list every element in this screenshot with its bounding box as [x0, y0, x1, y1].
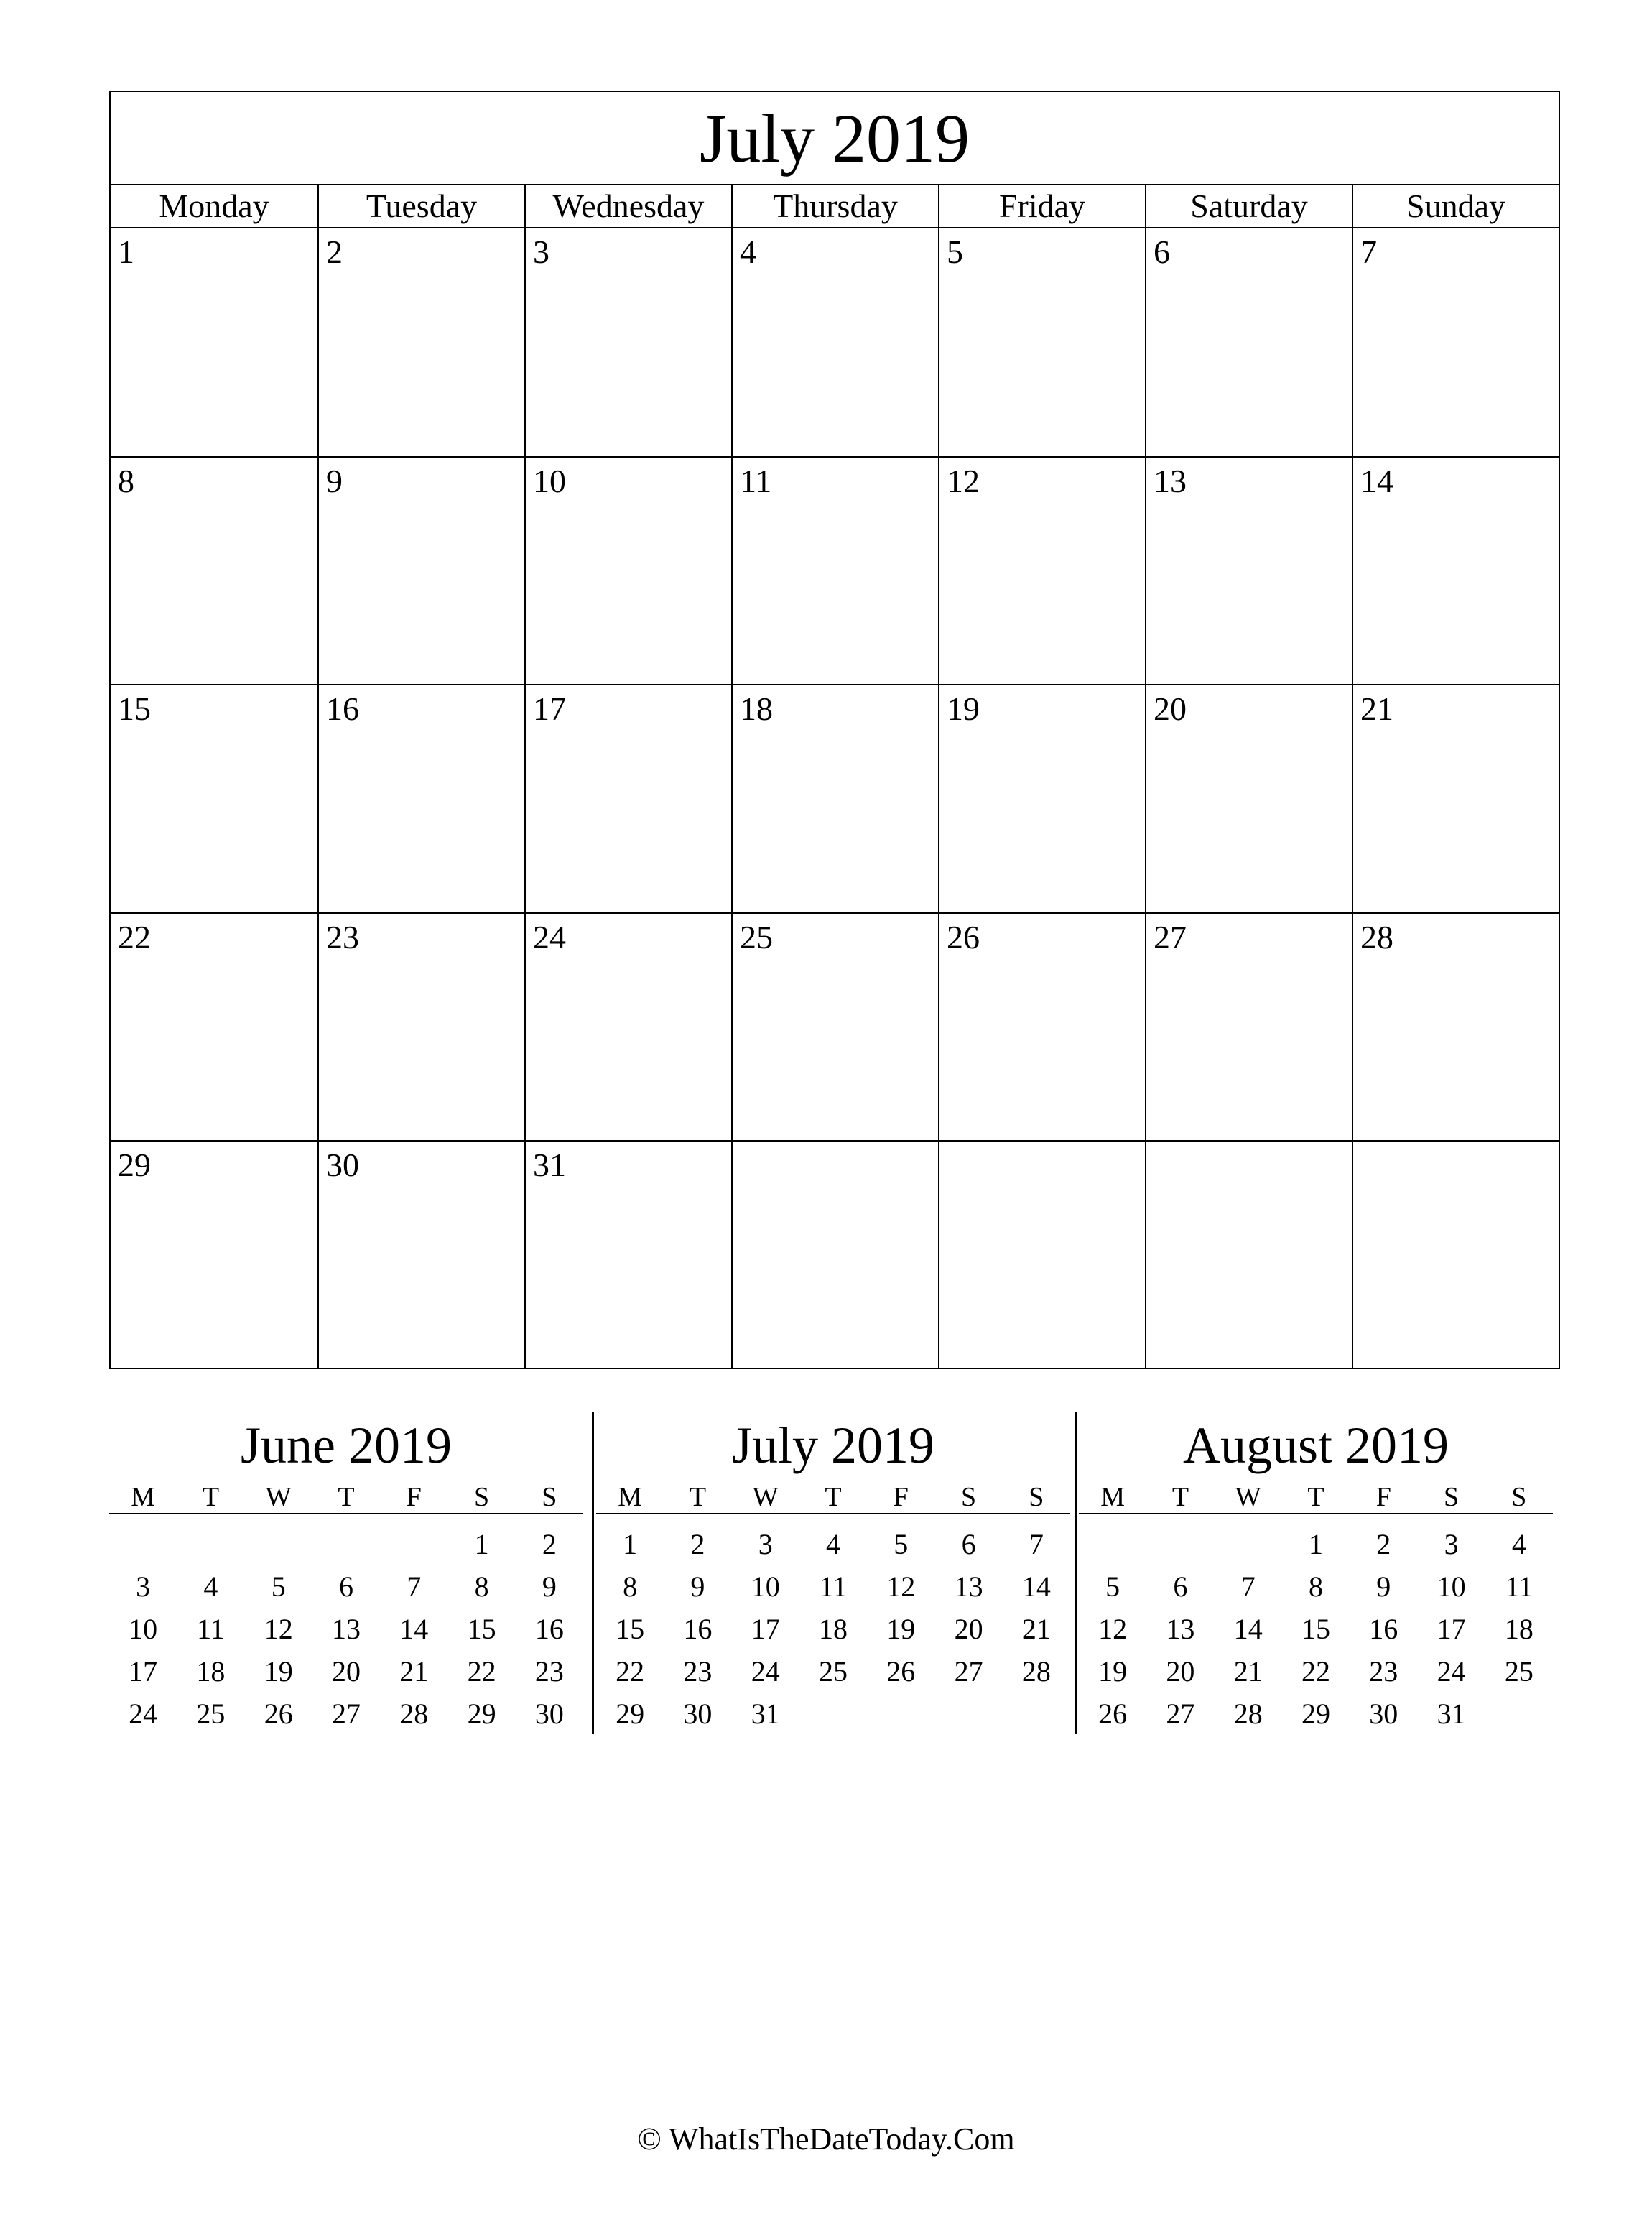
day-cell: 29 [111, 1140, 317, 1368]
mini-day: 22 [1301, 1655, 1330, 1687]
day-cell: 22 [111, 912, 317, 1140]
day-cell: 19 [938, 684, 1145, 912]
mini-day: 25 [196, 1698, 226, 1730]
mini-day: 7 [1029, 1528, 1044, 1560]
mini-day: 18 [1504, 1613, 1533, 1645]
mini-weekday-label: W [752, 1482, 779, 1512]
mini-day: 5 [894, 1528, 909, 1560]
mini-day: 26 [1098, 1698, 1128, 1730]
mini-day: 30 [1369, 1698, 1398, 1730]
day-cell: 26 [938, 912, 1145, 1140]
mini-day [867, 1693, 934, 1735]
mini-day: 26 [264, 1698, 293, 1730]
mini-day: 1 [474, 1528, 489, 1560]
mini-day: 15 [467, 1613, 496, 1645]
day-cell [1145, 1140, 1352, 1368]
mini-calendar-july [596, 1409, 1070, 1734]
mini-day [177, 1523, 244, 1565]
mini-day: 19 [886, 1613, 916, 1645]
mini-day: 13 [1166, 1613, 1195, 1645]
mini-day: 8 [474, 1570, 489, 1603]
mini-day: 16 [683, 1613, 713, 1645]
mini-day: 22 [616, 1655, 645, 1687]
day-cell: 14 [1352, 456, 1559, 684]
mini-day: 14 [1021, 1570, 1051, 1603]
mini-day: 16 [534, 1613, 564, 1645]
mini-weekday-label: S [473, 1482, 490, 1512]
mini-day: 8 [623, 1570, 638, 1603]
mini-weekday-label: S [1029, 1482, 1044, 1512]
day-cell: 10 [524, 456, 731, 684]
day-cell: 7 [1352, 228, 1559, 456]
mini-day: 6 [338, 1570, 353, 1603]
day-cell: 28 [1352, 912, 1559, 1140]
mini-day: 25 [1504, 1655, 1533, 1687]
weekday-label: Thursday [731, 185, 938, 227]
mini-day: 12 [1098, 1613, 1128, 1645]
day-cell [938, 1140, 1145, 1368]
mini-weekday-label: T [825, 1482, 842, 1512]
weekday-label: Wednesday [524, 185, 731, 227]
mini-weekday-label: T [1171, 1482, 1189, 1512]
day-cell: 24 [524, 912, 731, 1140]
mini-day: 14 [399, 1613, 429, 1645]
mini-day: 25 [818, 1655, 848, 1687]
column-divider [592, 1412, 594, 1734]
mini-day: 29 [616, 1698, 645, 1730]
weekday-label: Friday [938, 185, 1145, 227]
mini-day: 29 [467, 1698, 496, 1730]
mini-day [1485, 1693, 1553, 1735]
mini-day: 14 [1233, 1613, 1263, 1645]
mini-day: 31 [751, 1698, 780, 1730]
mini-day [1146, 1523, 1214, 1565]
mini-weekday-label: T [1307, 1482, 1324, 1512]
mini-day: 27 [331, 1698, 361, 1730]
mini-day: 11 [197, 1613, 225, 1645]
mini-weekday-header [1079, 1481, 1553, 1514]
month-title: July 2019 [111, 92, 1559, 185]
mini-day: 6 [961, 1528, 976, 1560]
mini-month-title: July 2019 [731, 1417, 935, 1474]
day-cell: 31 [524, 1140, 731, 1368]
mini-weekday-label: M [618, 1482, 643, 1512]
mini-day: 4 [203, 1570, 218, 1603]
day-cell: 20 [1145, 684, 1352, 912]
day-cell: 3 [524, 228, 731, 456]
mini-day: 17 [129, 1655, 158, 1687]
day-grid [111, 228, 1559, 1368]
day-cell: 21 [1352, 684, 1559, 912]
mini-day-grid [109, 1523, 583, 1735]
day-cell: 1 [118, 233, 134, 270]
mini-day [1079, 1523, 1146, 1565]
mini-weekday-label: T [689, 1482, 707, 1512]
mini-calendar-august [1079, 1409, 1553, 1734]
mini-weekday-label: W [1235, 1482, 1261, 1512]
mini-weekday-label: S [1443, 1482, 1460, 1512]
mini-day [312, 1523, 380, 1565]
mini-day: 19 [1098, 1655, 1128, 1687]
mini-day: 11 [819, 1570, 848, 1603]
mini-day [1003, 1693, 1070, 1735]
mini-day: 3 [1444, 1528, 1459, 1560]
mini-day: 10 [129, 1613, 158, 1645]
mini-day-grid [596, 1523, 1070, 1735]
mini-day: 1 [1308, 1528, 1323, 1560]
mini-day: 24 [1437, 1655, 1466, 1687]
mini-weekday-label: T [338, 1482, 355, 1512]
mini-day: 6 [1173, 1570, 1188, 1603]
mini-day: 28 [1021, 1655, 1051, 1687]
mini-weekday-label: S [1511, 1482, 1527, 1512]
day-cell: 30 [317, 1140, 524, 1368]
day-cell: 9 [317, 456, 524, 684]
mini-weekday-label: S [542, 1482, 557, 1512]
day-cell: 6 [1145, 228, 1352, 456]
column-divider [1075, 1412, 1077, 1734]
mini-calendar-june [109, 1409, 583, 1734]
mini-day: 8 [1308, 1570, 1323, 1603]
day-cell [1352, 1140, 1559, 1368]
mini-day: 17 [1437, 1613, 1466, 1645]
mini-weekday-label: F [1375, 1482, 1391, 1512]
mini-day: 13 [954, 1570, 983, 1603]
mini-day: 4 [1511, 1528, 1526, 1560]
mini-weekday-label: S [960, 1482, 977, 1512]
mini-month-title: June 2019 [241, 1417, 452, 1474]
mini-day: 26 [886, 1655, 916, 1687]
mini-day: 12 [886, 1570, 916, 1603]
mini-day: 7 [1240, 1570, 1256, 1603]
day-cell: 25 [731, 912, 938, 1140]
day-cell: 2 [317, 228, 524, 456]
mini-day [109, 1523, 177, 1565]
mini-day: 2 [1376, 1528, 1391, 1560]
day-cell: 8 [111, 456, 317, 684]
mini-day: 11 [1505, 1570, 1533, 1603]
mini-day: 27 [1166, 1698, 1195, 1730]
mini-day: 3 [136, 1570, 151, 1603]
mini-day: 17 [751, 1613, 780, 1645]
mini-day [934, 1693, 1002, 1735]
mini-day: 24 [751, 1655, 780, 1687]
mini-day: 23 [683, 1655, 713, 1687]
mini-day: 15 [1301, 1613, 1330, 1645]
day-cell: 15 [111, 684, 317, 912]
mini-day: 4 [825, 1528, 840, 1560]
mini-day: 27 [954, 1655, 983, 1687]
mini-day: 5 [1105, 1570, 1120, 1603]
day-cell: 11 [731, 456, 938, 684]
mini-day: 31 [1437, 1698, 1466, 1730]
day-cell: 23 [317, 912, 524, 1140]
weekday-label: Monday [159, 187, 269, 224]
mini-day: 9 [690, 1570, 705, 1603]
mini-day: 5 [271, 1570, 286, 1603]
weekday-label: Sunday [1352, 185, 1559, 227]
weekday-label: Tuesday [317, 185, 524, 227]
mini-day: 24 [129, 1698, 158, 1730]
mini-day: 16 [1369, 1613, 1398, 1645]
day-cell: 17 [524, 684, 731, 912]
mini-day: 13 [331, 1613, 361, 1645]
mini-day: 12 [264, 1613, 293, 1645]
mini-day: 30 [683, 1698, 713, 1730]
day-cell: 5 [938, 228, 1145, 456]
mini-weekday-header [109, 1481, 583, 1514]
mini-day: 2 [542, 1528, 557, 1560]
mini-day: 15 [616, 1613, 645, 1645]
day-cell: 18 [731, 684, 938, 912]
mini-day: 22 [467, 1655, 496, 1687]
mini-weekday-label: F [406, 1482, 422, 1512]
mini-month-title: August 2019 [1182, 1417, 1449, 1474]
main-calendar [109, 91, 1560, 1369]
mini-day: 28 [399, 1698, 429, 1730]
mini-day: 10 [1437, 1570, 1466, 1603]
mini-day: 9 [1376, 1570, 1391, 1603]
copyright-footer: © WhatIsTheDateToday.Com [637, 2121, 1015, 2157]
mini-weekday-label: W [265, 1482, 292, 1512]
day-cell [731, 1140, 938, 1368]
mini-day [380, 1523, 447, 1565]
mini-day-grid [1079, 1523, 1553, 1735]
mini-weekday-header [596, 1481, 1070, 1514]
mini-day: 21 [1021, 1613, 1051, 1645]
day-cell: 27 [1145, 912, 1352, 1140]
weekday-label: Saturday [1145, 185, 1352, 227]
mini-weekday-label: T [202, 1482, 220, 1512]
mini-day [1215, 1523, 1282, 1565]
mini-day: 21 [399, 1655, 429, 1687]
mini-weekday-label: F [893, 1482, 909, 1512]
mini-day: 10 [751, 1570, 780, 1603]
day-cell: 16 [317, 684, 524, 912]
day-cell: 4 [731, 228, 938, 456]
mini-day [245, 1523, 312, 1565]
mini-day: 23 [1369, 1655, 1398, 1687]
day-cell: 12 [938, 456, 1145, 684]
weekday-header-row [111, 185, 1559, 228]
mini-day: 19 [264, 1655, 293, 1687]
mini-day [799, 1693, 867, 1735]
mini-day: 23 [534, 1655, 564, 1687]
mini-day: 20 [1166, 1655, 1195, 1687]
mini-day: 30 [534, 1698, 564, 1730]
mini-day: 20 [331, 1655, 361, 1687]
mini-weekday-label: M [1100, 1482, 1126, 1512]
mini-day: 18 [196, 1655, 226, 1687]
mini-day: 21 [1233, 1655, 1263, 1687]
mini-day: 20 [954, 1613, 983, 1645]
mini-day: 1 [623, 1528, 638, 1560]
mini-day: 9 [542, 1570, 557, 1603]
mini-day: 18 [818, 1613, 848, 1645]
mini-day: 2 [690, 1528, 705, 1560]
mini-day: 28 [1233, 1698, 1263, 1730]
mini-day: 7 [407, 1570, 422, 1603]
mini-day: 3 [758, 1528, 773, 1560]
mini-day: 29 [1301, 1698, 1330, 1730]
mini-weekday-label: M [131, 1482, 156, 1512]
day-cell: 13 [1145, 456, 1352, 684]
